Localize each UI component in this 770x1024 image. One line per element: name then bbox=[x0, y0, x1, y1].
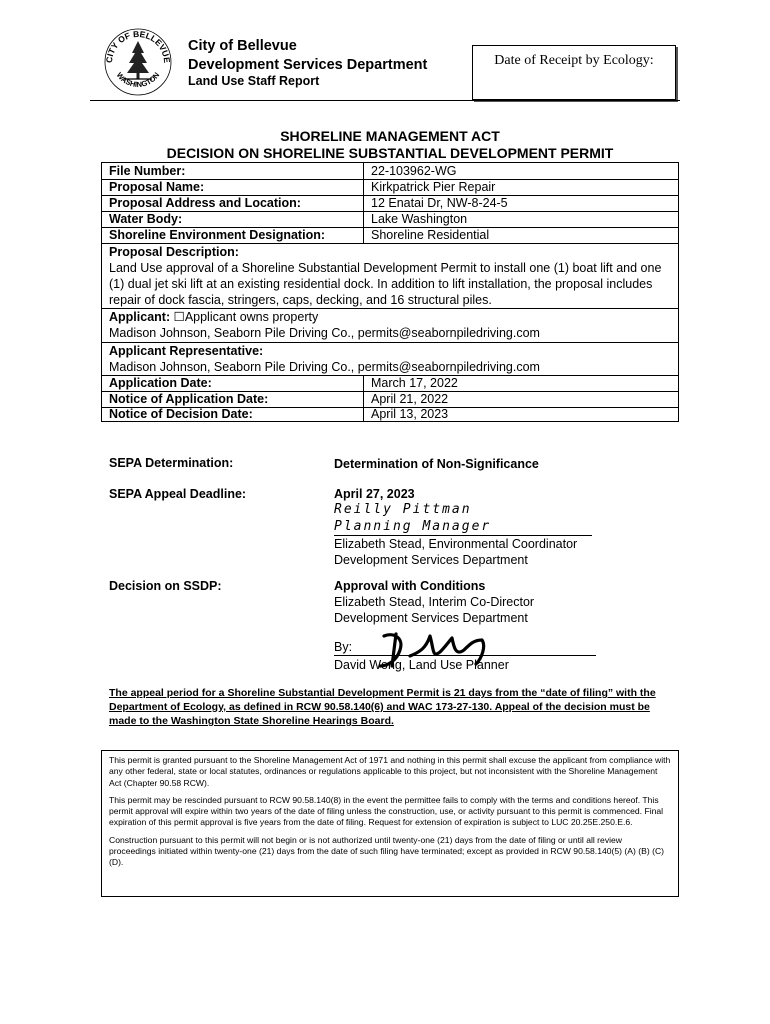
label: Shoreline Environment Designation: bbox=[109, 228, 325, 242]
owns-property-label: Applicant owns property bbox=[184, 310, 319, 324]
label: Notice of Application Date: bbox=[109, 392, 269, 406]
signer-name: Reilly Pittman bbox=[334, 502, 472, 517]
permit-conditions-box bbox=[101, 750, 679, 897]
value: April 21, 2022 bbox=[371, 392, 449, 406]
value: 22-103962-WG bbox=[371, 164, 457, 178]
label: Notice of Decision Date: bbox=[109, 407, 253, 421]
label: Proposal Address and Location: bbox=[109, 196, 301, 210]
condition-paragraph: Construction pursuant to this permit will not begin or is not authorized until twenty-one (21) days from the date of filing or until all review proceedings initiated within twenty-one (21) days from the date of such filing have terminated; except as provided in RCW 90.58.140(5) (A) (B) (C) (D). bbox=[109, 834, 665, 868]
description-text: Land Use approval of a Shoreline Substantial Development Permit to install one (1) boat lift and one (1) dual jet ski lift at an existing residential dock. In addition to lift installation, the proposal includes repair of dock fascia, stringers, caps, decking, and 16 structural piles. bbox=[109, 261, 662, 307]
coordinator-name: Elizabeth Stead, Environmental Coordinator bbox=[334, 537, 578, 551]
representative-label: Applicant Representative: bbox=[109, 344, 264, 358]
coordinator-department: Development Services Department bbox=[334, 553, 528, 567]
city-seal-logo bbox=[102, 25, 174, 97]
director-department: Development Services Department bbox=[334, 611, 528, 625]
receipt-label: Date of Receipt by Ecology: bbox=[494, 53, 654, 68]
sepa-determination-value: Determination of Non-Significance bbox=[334, 457, 539, 471]
director-name: Elizabeth Stead, Interim Co-Director bbox=[334, 595, 535, 609]
title-line-1: SHORELINE MANAGEMENT ACT bbox=[280, 128, 500, 144]
signer-title: Planning Manager bbox=[334, 519, 492, 534]
by-label: By: bbox=[334, 640, 353, 654]
description-label: Proposal Description: bbox=[109, 245, 239, 259]
appeal-period-notice: The appeal period for a Shoreline Substantial Development Permit is 21 days from the “date of filing” with the Department of Ecology, as defined in RCW 90.58.140(6) and WAC 173-27-130. Appeal of the decision must be made to the Washington State Shoreline Hearings Board. bbox=[109, 687, 656, 727]
label: File Number: bbox=[109, 164, 186, 178]
label: Water Body: bbox=[109, 212, 183, 226]
table-divider bbox=[363, 163, 364, 243]
condition-paragraph: This permit is granted pursuant to the Shoreline Management Act of 1971 and nothing in this permit shall excuse the applicant from compliance with any other federal, state or local statutes, ordinances or regulations applicable to this project, but not inconsistent with the Shoreline Management Act (Chapter 90.58 RCW). bbox=[109, 755, 671, 788]
label: Application Date: bbox=[109, 376, 212, 390]
table-divider bbox=[363, 375, 364, 422]
ssdp-block bbox=[334, 578, 634, 626]
representative-section bbox=[109, 343, 672, 375]
ssdp-label: Decision on SSDP: bbox=[109, 579, 222, 593]
seal-text-top: CITY OF BELLEVUE bbox=[103, 28, 173, 64]
owns-property-checkbox[interactable]: ☐ bbox=[173, 310, 185, 324]
value: March 17, 2022 bbox=[371, 376, 458, 390]
value: April 13, 2023 bbox=[371, 407, 449, 421]
value: 12 Enatai Dr, NW-8-24-5 bbox=[371, 196, 508, 210]
applicant-value: Madison Johnson, Seaborn Pile Driving Co., permits@seabornpiledriving.com bbox=[109, 326, 540, 340]
condition-paragraph: This permit may be rescinded pursuant to RCW 90.58.140(8) in the event the permittee fails to comply with the terms and conditions hereof. This permit approval will expire within two years of the date of filing unless the construction, use, or activity pursuant to this permit is commenced. Final expiration of this permit approval is five years from the date of filing. Request for extension of expiration is subject to LUC 20.25E.250.E.6. bbox=[109, 794, 664, 828]
planner-name: David Wong, Land Use Planner bbox=[334, 658, 509, 672]
applicant-section bbox=[109, 309, 672, 341]
ssdp-decision: Approval with Conditions bbox=[334, 579, 486, 593]
city-name: City of Bellevue bbox=[188, 38, 297, 54]
seal-text-bottom: WASHINGTON bbox=[114, 70, 162, 90]
value: Lake Washington bbox=[371, 212, 468, 226]
sepa-appeal-deadline: April 27, 2023 bbox=[334, 487, 415, 501]
representative-value: Madison Johnson, Seaborn Pile Driving Co., permits@seabornpiledriving.com bbox=[109, 360, 540, 374]
label: Proposal Name: bbox=[109, 180, 205, 194]
value: Shoreline Residential bbox=[371, 228, 490, 242]
permit-info-table bbox=[101, 162, 679, 422]
sepa-determination-label: SEPA Determination: bbox=[109, 456, 234, 470]
title-line-2: DECISION ON SHORELINE SUBSTANTIAL DEVELOPMENT PERMIT bbox=[166, 145, 614, 161]
value: Kirkpatrick Pier Repair bbox=[371, 180, 496, 194]
report-type: Land Use Staff Report bbox=[188, 74, 320, 88]
receipt-date-box bbox=[472, 45, 676, 100]
applicant-label: Applicant: bbox=[109, 310, 171, 324]
department-name: Development Services Department bbox=[188, 57, 428, 73]
signature-line bbox=[334, 518, 592, 536]
header-divider bbox=[90, 100, 680, 101]
sepa-appeal-label: SEPA Appeal Deadline: bbox=[109, 487, 247, 501]
proposal-description bbox=[109, 244, 672, 308]
sepa-appeal-block bbox=[334, 486, 634, 568]
